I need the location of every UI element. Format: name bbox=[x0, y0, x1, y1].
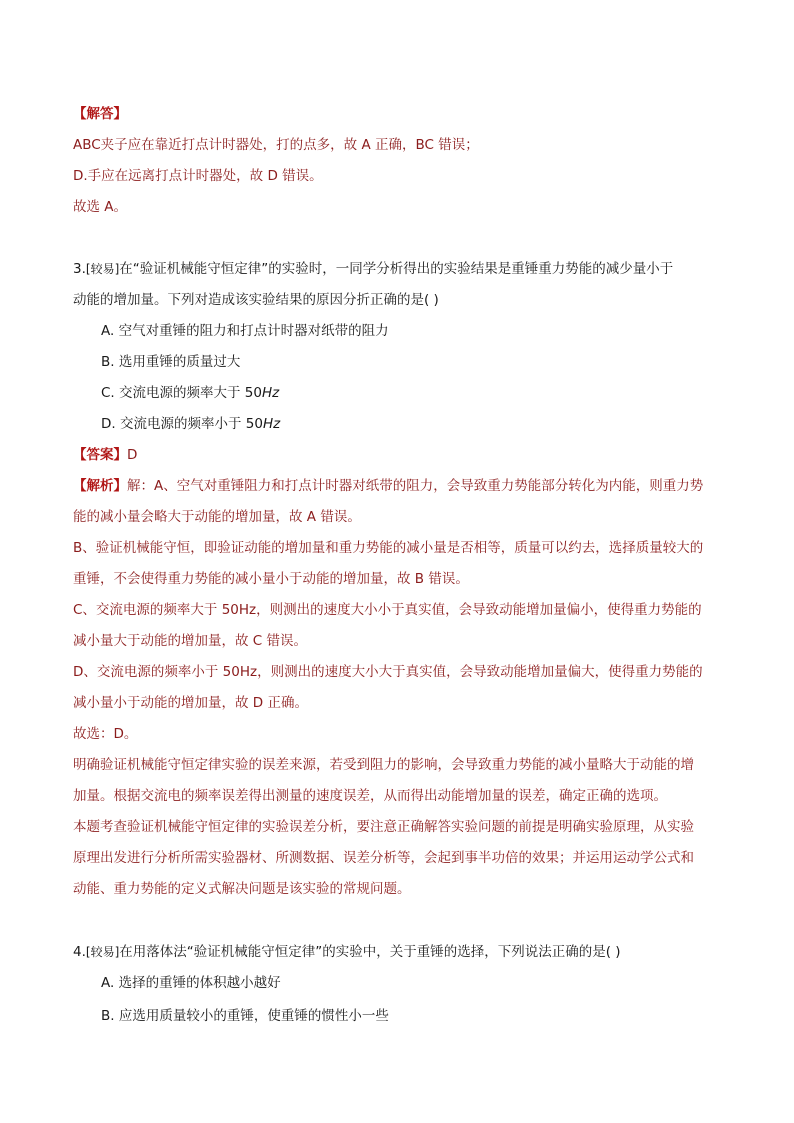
q3-analysis-line-14: 动能、重力势能的定义式解决问题是该实验的常规问题。 bbox=[73, 881, 411, 897]
q3-analysis-line-6: 减小量大于动能的增加量，故 C 错误。 bbox=[73, 633, 308, 649]
q3-analysis-label: 【解析】 bbox=[73, 478, 127, 494]
q3-analysis-line-3: B、验证机械能守恒，即验证动能的增加量和重力势能的减小量是否相等，质量可以约去，选择质量较大的 bbox=[73, 540, 704, 556]
q3-analysis-line-9: 故选：D。 bbox=[73, 726, 138, 742]
q3-difficulty: [较易] bbox=[85, 262, 120, 276]
solution-line-1: ABC夹子应在靠近打点计时器处，打的点多，故 A 正确，BC 错误； bbox=[73, 137, 479, 153]
q3-analysis-line-12: 本题考查验证机械能守恒定律的实验误差分析，要注意正确解答实验问题的前提是明确实验原理，从实验 bbox=[73, 819, 694, 835]
q3-analysis-line-4: 重锤，不会使得重力势能的减小量小于动能的增加量，故 B 错误。 bbox=[73, 571, 469, 587]
q3-option-d-text: D. 交流电源的频率小于 50 bbox=[101, 416, 263, 432]
q3-number: 3. bbox=[73, 261, 86, 277]
q4-stem-text: 在用落体法“验证机械能守恒定律”的实验中，关于重锤的选择，下列说法正确的是( ) bbox=[119, 944, 621, 960]
solution-heading: 【解答】 bbox=[73, 106, 127, 122]
q3-option-c-text: C. 交流电源的频率大于 50 bbox=[101, 385, 262, 401]
q4-difficulty: [较易] bbox=[85, 945, 120, 959]
solution-line-2: D.手应在远离打点计时器处，故 D 错误。 bbox=[73, 168, 323, 184]
q3-analysis-line-11: 加量。根据交流电的频率误差得出测量的速度误差，从而得出动能增加量的误差，确定正确的选项。 bbox=[73, 788, 667, 804]
q4-option-b: B. 应选用质量较小的重锤，使重锤的惯性小一些 bbox=[101, 1008, 389, 1024]
q3-stem-line-1 bbox=[73, 259, 733, 279]
q3-analysis-line-8: 减小量小于动能的增加量，故 D 正确。 bbox=[73, 695, 308, 711]
q3-stem-text-1: 在“验证机械能守恒定律”的实验时，一同学分析得出的实验结果是重锤重力势能的减少量小于 bbox=[119, 261, 674, 277]
solution-line-3: 故选 A。 bbox=[73, 199, 128, 215]
q4-stem bbox=[73, 942, 733, 962]
q4-number: 4. bbox=[73, 944, 86, 960]
q3-analysis-line-5: C、交流电源的频率大于 50Hz，则测出的速度大小小于真实值，会导致动能增加量偏小，使得重力势能的 bbox=[73, 602, 702, 618]
q3-analysis-line-7: D、交流电源的频率小于 50Hz，则测出的速度大小大于真实值，会导致动能增加量偏大，使得重力势能的 bbox=[73, 664, 703, 680]
q3-option-a: A. 空气对重锤的阻力和打点计时器对纸带的阻力 bbox=[101, 323, 389, 339]
q3-option-b: B. 选用重锤的质量过大 bbox=[101, 354, 241, 370]
q3-option-c bbox=[101, 383, 761, 403]
q3-analysis-line-2: 能的减小量会略大于动能的增加量，故 A 错误。 bbox=[73, 509, 361, 525]
q3-answer-label: 【答案】 bbox=[73, 447, 127, 463]
q3-answer bbox=[73, 445, 733, 465]
q3-answer-value: D bbox=[127, 447, 138, 463]
q3-analysis-text-1: 解：A、空气对重锤阻力和打点计时器对纸带的阻力，会导致重力势能部分转化为内能，则重力势 bbox=[127, 478, 704, 494]
q3-analysis-line-13: 原理出发进行分析所需实验器材、所测数据、误差分析等，会起到事半功倍的效果；并运用运动学公式和 bbox=[73, 850, 694, 866]
q3-option-c-unit: Hz bbox=[261, 385, 280, 401]
q4-option-a: A. 选择的重锤的体积越小越好 bbox=[101, 975, 281, 991]
q3-analysis-line-1 bbox=[73, 476, 733, 496]
q3-option-d bbox=[101, 414, 761, 434]
q3-analysis-line-10: 明确验证机械能守恒定律实验的误差来源，若受到阻力的影响，会导致重力势能的减小量略大于动能的增 bbox=[73, 757, 694, 773]
q3-stem-line-2: 动能的增加量。下列对造成该实验结果的原因分折正确的是( ) bbox=[73, 292, 439, 308]
q3-option-d-unit: Hz bbox=[262, 416, 281, 432]
